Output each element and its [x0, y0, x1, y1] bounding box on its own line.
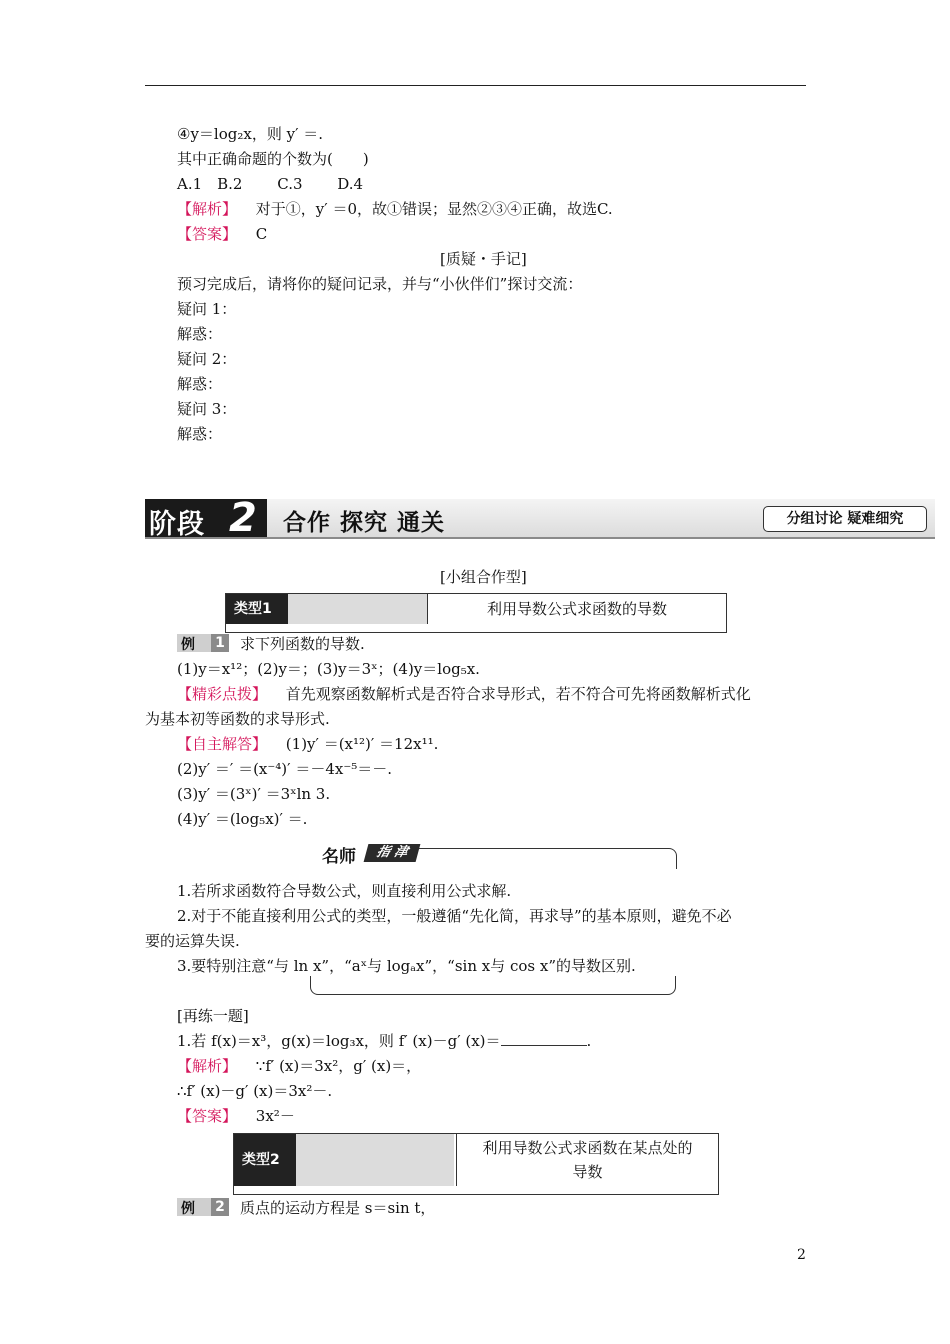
practice-question: 1.若 f(x)＝x³，g(x)＝log₃x，则 f′ (x)－g′ (x)＝ — [177, 1032, 501, 1050]
practice-analysis-line — [177, 1056, 421, 1076]
type-1-box — [225, 593, 727, 633]
analysis-text: 对于①，y′ ＝0，故①错误；显然②③④正确，故选C. — [255, 200, 613, 218]
solve-2: (2)y′ ＝′ ＝(x⁻⁴)′ ＝－4x⁻⁵＝－. — [177, 760, 393, 778]
example-2-text: 质点的运动方程是 s＝sin t， — [240, 1199, 436, 1217]
answer-options: A.1 B.2 C.3 D.4 — [177, 175, 364, 193]
answer-blank — [501, 1031, 587, 1046]
question-2: 疑问 2： — [177, 350, 237, 368]
answer-label: 【答案】 — [177, 225, 238, 243]
practice-answer-label: 【答案】 — [177, 1107, 238, 1125]
practice-answer-line — [177, 1106, 295, 1126]
page-number: 2 — [797, 1247, 806, 1263]
stage-label: 阶段 — [149, 509, 205, 540]
guide-name: 名师 — [322, 847, 356, 867]
stage-number: 2 — [229, 495, 257, 541]
solve-line — [177, 734, 438, 754]
example-badge-number: 1 — [211, 634, 229, 652]
type-2-grey — [296, 1134, 454, 1186]
stage-banner — [145, 495, 935, 541]
guide-point-2a: 2.对于不能直接利用公式的类型，一般遵循“先化简，再求导”的基本原则，避免不必 — [177, 907, 732, 925]
type-2-desc-2: 导数 — [572, 1163, 603, 1181]
hint-text-1: 首先观察函数解析式是否符合求导形式，若不符合可先将函数解析式化 — [285, 685, 751, 703]
answer-line — [177, 224, 267, 244]
stage-title: 合作 探究 通关 — [283, 510, 446, 536]
guide-top-border — [418, 848, 677, 869]
solve-1: (1)y′ ＝(x¹²)′ ＝12x¹¹. — [285, 735, 439, 753]
example-2-badge — [177, 1198, 229, 1216]
practice-analysis-1: ∵f′ (x)＝3x²，g′ (x)＝， — [255, 1057, 422, 1075]
guide-point-2b: 要的运算失误. — [145, 932, 240, 950]
type-1-grey — [288, 594, 428, 624]
practice-analysis-label: 【解析】 — [177, 1057, 238, 1075]
type-2-label: 类型2 — [234, 1134, 296, 1186]
answer-3: 解惑： — [177, 425, 223, 443]
type-2-desc — [456, 1134, 718, 1186]
type-1-desc: 利用导数公式求函数的导数 — [427, 594, 726, 624]
analysis-label: 【解析】 — [177, 200, 238, 218]
group-heading: [小组合作型] — [440, 568, 527, 586]
type-2-desc-1: 利用导数公式求函数在某点处的 — [482, 1139, 693, 1157]
notes-heading: [质疑・手记] — [440, 250, 527, 268]
answer-2: 解惑： — [177, 375, 223, 393]
solve-label: 【自主解答】 — [177, 735, 268, 753]
example-2-badge-number: 2 — [211, 1198, 229, 1216]
guide-point-1: 1.若所求函数符合导数公式，则直接利用公式求解. — [177, 882, 512, 900]
answer-1: 解惑： — [177, 325, 223, 343]
guide-pill: 指 津 — [364, 844, 421, 862]
type-1-label: 类型1 — [226, 594, 288, 624]
example-1-items: (1)y＝x¹²；(2)y＝；(3)y＝3ˣ；(4)y＝log₅x. — [177, 660, 480, 678]
example-1-badge — [177, 634, 229, 652]
example-1-text: 求下列函数的导数. — [240, 635, 365, 653]
question-text: 其中正确命题的个数为( ) — [177, 150, 369, 168]
example-2-badge-text: 例 — [177, 1198, 211, 1216]
solve-3: (3)y′ ＝(3ˣ)′ ＝3ˣln 3. — [177, 785, 331, 803]
answer-text: C — [255, 225, 268, 243]
stage-tag: 分组讨论 疑难细究 — [763, 506, 927, 532]
guide-bottom-border — [310, 976, 676, 995]
header-rule — [145, 85, 806, 86]
question-1: 疑问 1： — [177, 300, 237, 318]
practice-question-end: . — [586, 1032, 592, 1050]
hint-label: 【精彩点拨】 — [177, 685, 268, 703]
practice-question-line — [177, 1031, 591, 1051]
type-2-box — [233, 1133, 719, 1195]
analysis-line — [177, 199, 613, 219]
example-badge-text: 例 — [177, 634, 211, 652]
practice-answer-text: 3x²－ — [255, 1107, 295, 1125]
hint-line — [177, 684, 751, 704]
practice-analysis-2: ∴f′ (x)－g′ (x)＝3x²－. — [177, 1082, 333, 1100]
hint-text-2: 为基本初等函数的求导形式. — [145, 710, 330, 728]
notes-instruction: 预习完成后，请将你的疑问记录，并与“小伙伴们”探讨交流： — [177, 275, 583, 293]
question-3: 疑问 3： — [177, 400, 237, 418]
practice-heading: [再练一题] — [177, 1007, 249, 1025]
solve-4: (4)y′ ＝(log₅x)′ ＝. — [177, 810, 308, 828]
item-4: ④y＝log₂x，则 y′ ＝. — [177, 125, 324, 143]
guide-point-3: 3.要特别注意“与 ln x”，“aˣ与 logₐx”，“sin x与 cos x”的导数区别. — [177, 957, 636, 975]
